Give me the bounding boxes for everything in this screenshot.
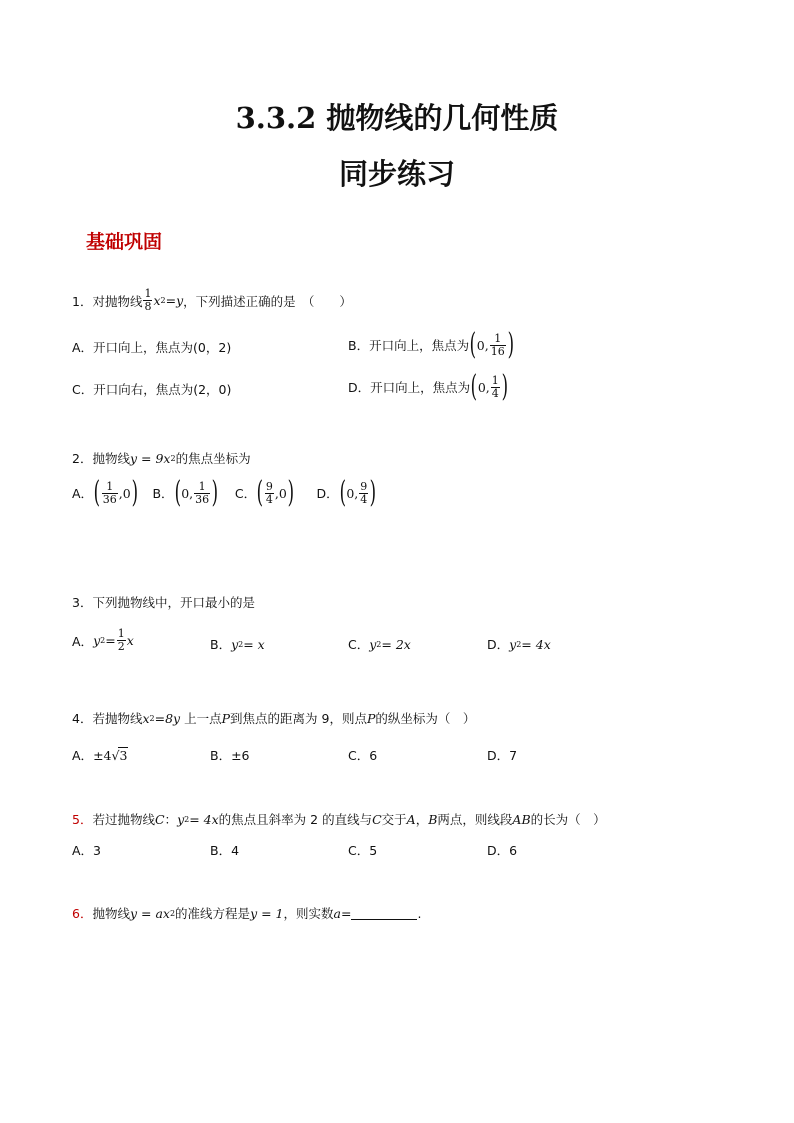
question-3-option-c: C． y 2 = 2x: [348, 636, 411, 652]
answer-blank[interactable]: [351, 907, 417, 920]
question-1-stem: 1． 对抛物线 $\frac{1}{8}$ x 2 = y ，下列描述正确的是 （ ）: [72, 287, 352, 313]
question-5-option-b: B．4: [210, 843, 240, 858]
question-2-option-c: C． ( $\frac{9}{4}$ ,0 ): [234, 475, 294, 510]
question-2-stem: 2． 抛物线 y = 9x 2 的焦点坐标为: [72, 450, 251, 466]
question-2-option-a: A． ( $\frac{1}{36}$ ,0 ): [72, 475, 138, 510]
question-5-stem: 5． 若过抛物线 C ： y 2 = 4x 的焦点且斜率为 2 的直线与 C 交于 A ， B 两点，则线段 AB 的长为（ ）: [72, 811, 606, 827]
question-2-option-d: D． ( 0, $\frac{9}{4}$ ): [316, 475, 377, 510]
question-4-option-d: D．7: [487, 748, 518, 763]
question-3-option-a: A． y 2 = $\frac{1}{2}$ x: [72, 627, 134, 653]
question-3-option-b: B． y 2 = x: [210, 636, 265, 652]
fraction: $\frac{1}{8}$: [144, 287, 152, 313]
page-subtitle: 同步练习: [338, 157, 455, 191]
question-3-option-d: D． y 2 = 4x: [487, 636, 551, 652]
question-5-option-d: D．6: [487, 843, 518, 858]
question-2-options: [72, 475, 377, 510]
question-4-option-b: B．±6: [210, 748, 250, 763]
question-4-option-a: A． ±4 √ 3: [72, 747, 128, 763]
question-1-option-d: D．开口向上，焦点为 ( 0, $\frac{1}{4}$ ): [348, 369, 508, 404]
question-5-option-a: A．3: [72, 843, 102, 858]
question-1-option-b: B．开口向上，焦点为 ( 0, $\frac{1}{16}$ ): [348, 327, 514, 362]
question-6-stem: 6． 抛物线 y = ax 2 的准线方程是 y = 1 ，则实数 a = .: [72, 905, 422, 921]
question-3-stem: 3．下列抛物线中，开口最小的是: [72, 595, 255, 610]
page-title: 3.3.2 抛物线的几何性质: [235, 101, 559, 135]
question-1-option-c: C．开口向右，焦点为(2，0): [72, 382, 232, 397]
section-heading: 基础巩固: [86, 231, 163, 253]
question-4-stem: 4．若抛物线 x 2 =8y 上一点 P 到焦点的距离为 9，则点 P 的纵坐标为（ ）: [72, 710, 476, 726]
question-4-option-c: C．6: [348, 748, 378, 763]
question-2-option-b: B． ( 0, $\frac{1}{36}$ ): [152, 475, 219, 510]
question-1-option-a: A．开口向上，焦点为(0，2): [72, 340, 232, 355]
question-5-option-c: C．5: [348, 843, 378, 858]
